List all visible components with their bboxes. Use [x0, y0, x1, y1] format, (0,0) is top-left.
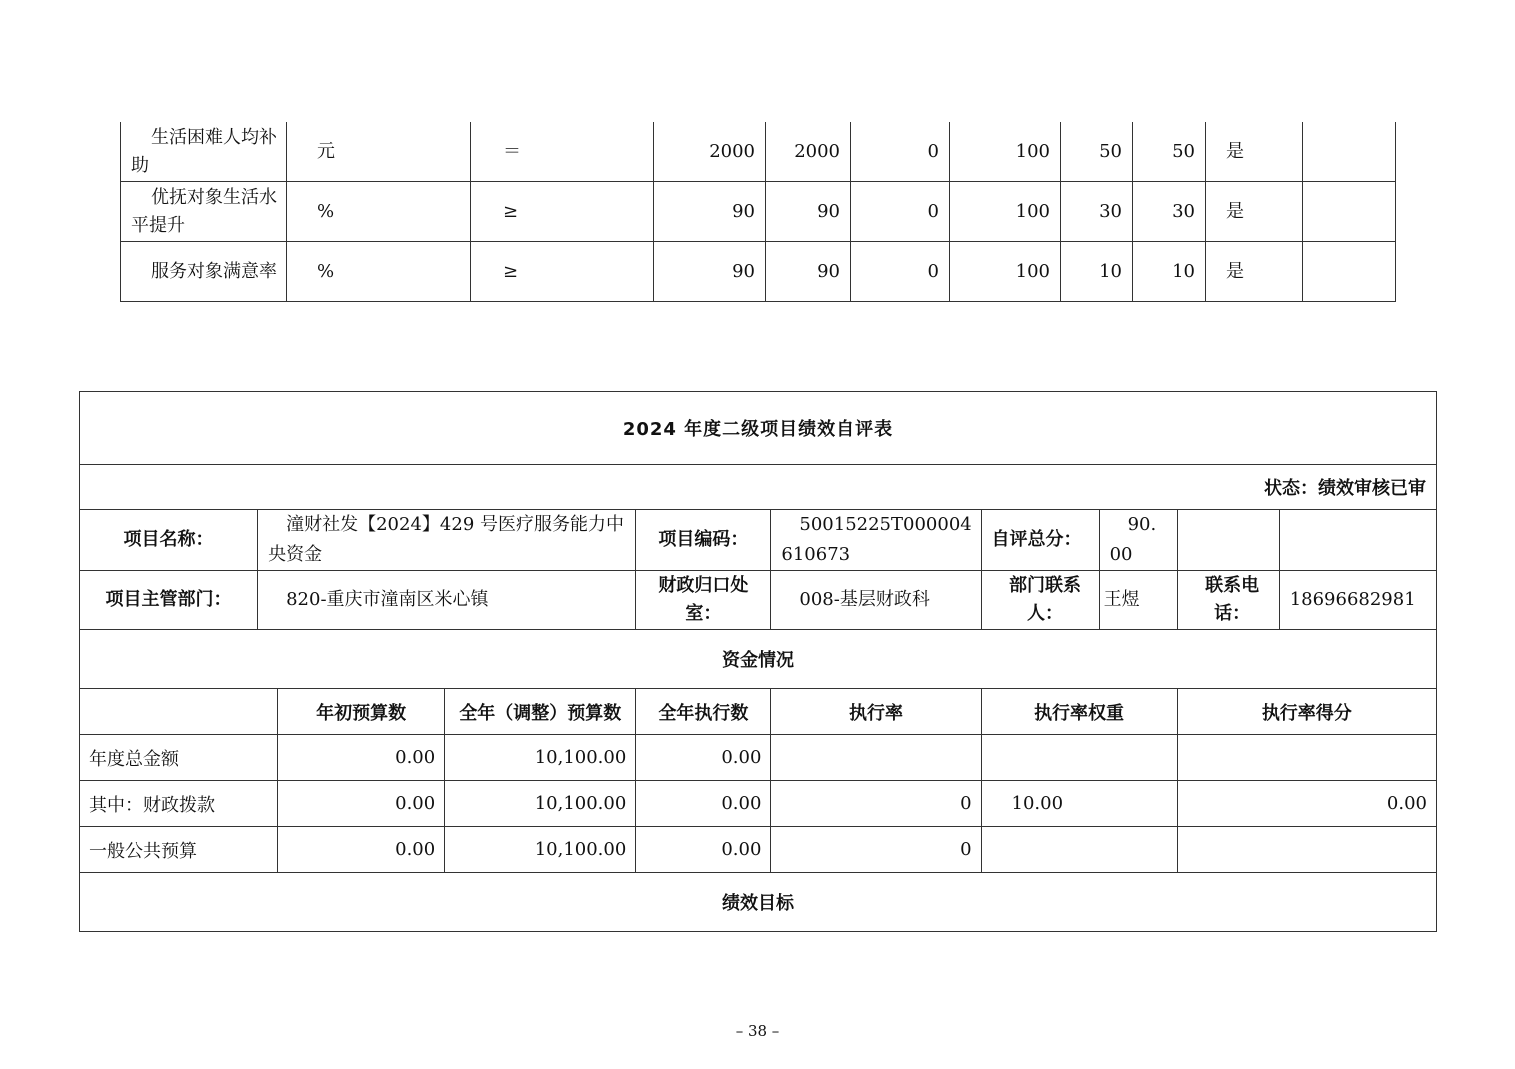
status-badge: 状态：绩效审核已审 — [80, 465, 1437, 510]
indicator-name: 服务对象满意率 — [121, 242, 287, 302]
indicator-unit: % — [287, 182, 471, 242]
self-evaluation-table — [79, 391, 1437, 932]
indicator-target: 2000 — [654, 122, 766, 182]
funds-header: 年初预算数 — [278, 689, 445, 735]
phone-label: 联系电话： — [1177, 571, 1279, 630]
indicator-weight: 30 — [1061, 182, 1133, 242]
indicator-deviation: 0 — [851, 122, 950, 182]
indicator-row — [121, 242, 1396, 302]
empty-cell — [1177, 510, 1279, 571]
funds-adjusted: 10,100.00 — [445, 827, 636, 873]
indicator-name: 优抚对象生活水平提升 — [121, 182, 287, 242]
indicator-note — [1303, 122, 1396, 182]
funds-exec-rate — [771, 735, 981, 781]
total-score-label: 自评总分： — [981, 510, 1099, 571]
indicator-row — [121, 182, 1396, 242]
indicator-achieved: 是 — [1206, 122, 1303, 182]
indicator-unit: % — [287, 242, 471, 302]
indicator-rate: 100 — [950, 182, 1061, 242]
indicator-actual: 90 — [766, 182, 851, 242]
funds-adjusted: 10,100.00 — [445, 735, 636, 781]
indicator-target: 90 — [654, 182, 766, 242]
table-row — [80, 827, 1437, 873]
project-code: 50015225T000004610673 — [771, 510, 981, 571]
indicator-deviation: 0 — [851, 242, 950, 302]
funds-row-label: 一般公共预算 — [80, 827, 278, 873]
funds-header: 执行率 — [771, 689, 981, 735]
indicator-weight: 10 — [1061, 242, 1133, 302]
funds-executed: 0.00 — [636, 827, 771, 873]
funds-header-blank — [80, 689, 278, 735]
funds-initial: 0.00 — [278, 735, 445, 781]
indicator-name: 生活困难人均补助 — [121, 122, 287, 182]
funds-header: 执行率得分 — [1177, 689, 1436, 735]
funds-header: 全年执行数 — [636, 689, 771, 735]
dept-label: 项目主管部门： — [80, 571, 258, 630]
indicator-actual: 90 — [766, 242, 851, 302]
funds-weight — [981, 827, 1177, 873]
project-name-label: 项目名称： — [80, 510, 258, 571]
funds-exec-rate: 0 — [771, 827, 981, 873]
funds-initial: 0.00 — [278, 827, 445, 873]
indicator-deviation: 0 — [851, 182, 950, 242]
indicator-operator: ＝ — [471, 122, 654, 182]
funds-row-label: 年度总金额 — [80, 735, 278, 781]
funds-score: 0.00 — [1177, 781, 1436, 827]
total-score: 90.00 — [1099, 510, 1177, 571]
table-row — [80, 735, 1437, 781]
funds-initial: 0.00 — [278, 781, 445, 827]
indicator-rate: 100 — [950, 122, 1061, 182]
funds-header: 执行率权重 — [981, 689, 1177, 735]
funds-section-title: 资金情况 — [80, 630, 1437, 689]
indicator-score: 10 — [1133, 242, 1206, 302]
funds-exec-rate: 0 — [771, 781, 981, 827]
funds-score — [1177, 735, 1436, 781]
contact-label: 部门联系人： — [981, 571, 1099, 630]
indicator-operator: ≥ — [471, 182, 654, 242]
indicator-score: 50 — [1133, 122, 1206, 182]
indicator-table — [120, 122, 1396, 302]
indicator-weight: 50 — [1061, 122, 1133, 182]
indicator-operator: ≥ — [471, 242, 654, 302]
goals-section-title: 绩效目标 — [80, 873, 1437, 932]
indicator-achieved: 是 — [1206, 182, 1303, 242]
indicator-target: 90 — [654, 242, 766, 302]
indicator-note — [1303, 242, 1396, 302]
funds-weight: 10.00 — [981, 781, 1177, 827]
dept-value: 820-重庆市潼南区米心镇 — [258, 571, 636, 630]
funds-executed: 0.00 — [636, 781, 771, 827]
phone-value: 18696682981 — [1279, 571, 1436, 630]
indicator-rate: 100 — [950, 242, 1061, 302]
funds-adjusted: 10,100.00 — [445, 781, 636, 827]
table-row — [80, 781, 1437, 827]
project-name: 潼财社发【2024】429 号医疗服务能力中央资金 — [258, 510, 636, 571]
funds-row-label: 其中：财政拨款 — [80, 781, 278, 827]
form-title: 2024 年度二级项目绩效自评表 — [80, 392, 1437, 465]
funds-score — [1177, 827, 1436, 873]
funds-executed: 0.00 — [636, 735, 771, 781]
funds-header: 全年（调整）预算数 — [445, 689, 636, 735]
indicator-unit: 元 — [287, 122, 471, 182]
indicator-note — [1303, 182, 1396, 242]
contact-value: 王煜 — [1099, 571, 1177, 630]
indicator-achieved: 是 — [1206, 242, 1303, 302]
finance-office-value: 008-基层财政科 — [771, 571, 981, 630]
indicator-actual: 2000 — [766, 122, 851, 182]
empty-cell — [1279, 510, 1436, 571]
finance-office-label: 财政归口处室： — [636, 571, 771, 630]
project-code-label: 项目编码： — [636, 510, 771, 571]
indicator-row — [121, 122, 1396, 182]
page-number: – 38 – — [735, 1022, 780, 1040]
funds-weight — [981, 735, 1177, 781]
indicator-score: 30 — [1133, 182, 1206, 242]
